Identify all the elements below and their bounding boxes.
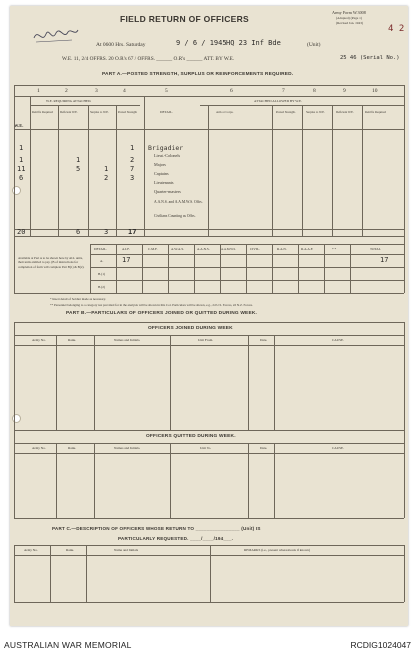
sub-reinforcements-right: Rein'fts Required [365, 110, 386, 114]
partc-col-army-no: Army No. [24, 548, 38, 552]
dist-h-civil: CIVIL. [250, 247, 260, 251]
col1-val-3: 11 [17, 165, 26, 173]
col1-val-2: 1 [19, 156, 24, 164]
archive-name: AUSTRALIAN WAR MEMORIAL [4, 640, 132, 650]
rank-captains: Captains [154, 171, 169, 176]
form-ref-1: Army Form W.3008 [332, 10, 366, 15]
header-line2: W.E. 11, 2/4 OFFRS. 20 O.R's 67 / OFFRS. ______ O.R's ______ ATT. BY W.E. [62, 56, 235, 62]
header-line1-a: At 0600 Hrs. Saturday [96, 42, 146, 48]
joined-col-rank: Rank. [68, 338, 77, 342]
dist-total-value: 17 [380, 256, 389, 264]
sub-posted: Posted Strength [118, 110, 137, 114]
col3-val-1: 1 [76, 156, 81, 164]
group-attached-allowed: ATTACHED ALLOWED BY W.E. [254, 99, 302, 103]
header-line1-b: (Unit) [307, 42, 321, 48]
col-number-4: 4 [123, 88, 126, 94]
quitted-col-date: Date. [260, 446, 268, 450]
dist-h-aans: A.A.N.S. [197, 247, 210, 251]
col-number-2: 2 [65, 88, 68, 94]
dist-h-awas: A.W.A.S. [171, 247, 185, 251]
part-c-heading-2: PARTICULARLY REQUESTED. ____/____/194___. [118, 536, 234, 541]
sub-deficient: Deficient W.E. [60, 110, 78, 114]
quitted-heading: OFFICERS QUITTED DURING WEEK. [146, 434, 236, 439]
total-col3: 3 [104, 228, 109, 236]
rank-aans: A.A.N.S. and A.A.M.W.S. Offrs. [154, 200, 203, 204]
dist-note: Available at Part A to be shown here by ALL units, their units entitled to pay. (B of instructions for completion of form will complete Part B(1) & B(2). [18, 256, 85, 269]
col1-val-1: 1 [19, 144, 24, 152]
we-label: W.E. [14, 123, 24, 128]
quitted-col-cause: CAUSE. [332, 446, 344, 450]
col4b-val-1: 7 [130, 165, 135, 173]
sub-surplus: Surplus to W.E. [90, 110, 109, 114]
quitted-col-army-no: Army No. [32, 446, 46, 450]
detail-header: DETAIL. [160, 110, 173, 114]
dist-h-total: TOTAL [370, 247, 381, 251]
archive-id: RCDIG1024047 [350, 640, 411, 650]
col-number-8: 8 [313, 88, 316, 94]
sub-arm-corps: Arm or Corps. [216, 110, 234, 114]
header-date: 9 / 6 / 1945 [176, 39, 227, 47]
form-ref-3: (Revised Jan. 1943) [336, 21, 364, 25]
footnote-1: * Insert detail of Soldier made as necessary. [50, 297, 106, 301]
partc-col-remarks: REMARKS (i.e., present whereabouts if known) [244, 548, 311, 552]
sub-posted-right: Posted Strength. [276, 110, 296, 114]
dist-h-ran: R.A.N. [277, 247, 287, 251]
total-col2: 6 [76, 228, 81, 236]
group-we-requiring: W.E. REQUIRING ATTACHED. [46, 99, 92, 103]
form-ref-2: (Adapted) (Page 1) [336, 16, 362, 20]
dist-h-cmf: C.M.F. [148, 247, 158, 251]
dist-aif-value: 17 [122, 256, 131, 264]
rank-civilians: Civilians Counting as Offrs. [154, 214, 196, 218]
joined-col-cause: CAUSE. [332, 338, 344, 342]
dist-h-aif: A.I.F. [122, 247, 130, 251]
archive-footer [0, 630, 415, 654]
dist-row-b1: B.(1) [98, 272, 106, 276]
dist-h-detail: DETAIL. [94, 247, 107, 251]
dist-h-raaf: R.A.A.F. [301, 247, 314, 251]
col4-val-3: 1 [104, 165, 109, 173]
joined-col-names: Names and Initials. [114, 338, 141, 342]
joined-heading: OFFICERS JOINED DURING WEEK [148, 326, 233, 331]
col4-val-2: 2 [130, 156, 135, 164]
rank-brigadier: Brigadier [148, 144, 184, 152]
sub-surplus-right: Surplus to W.E. [306, 110, 325, 114]
dist-row-b2: B.(2) [98, 285, 106, 289]
partc-col-rank: Rank. [66, 548, 75, 552]
dist-row-a: A. [100, 259, 104, 263]
total-col4: 17 [128, 228, 137, 236]
quitted-col-rank: Rank. [68, 446, 77, 450]
quitted-col-unit-to: Unit To. [200, 446, 212, 450]
form-sheet [10, 6, 408, 626]
col-number-9: 9 [343, 88, 346, 94]
col-number-10: 10 [372, 88, 378, 94]
part-a-heading: PART A.—POSTED STRENGTH, SURPLUS OR REINFORCEMENTS REQUIRED. [102, 72, 294, 77]
col-number-7: 7 [282, 88, 285, 94]
col3-val-2: 5 [76, 165, 81, 173]
stamp-number: 4 2 [388, 24, 405, 34]
rank-lieut-colonels: Lieut.-Colonels [154, 153, 181, 158]
sub-deficient-right: Deficient W.E. [336, 110, 354, 114]
col1-val-4: 6 [19, 174, 24, 182]
total-col1: 20 [17, 228, 26, 236]
rank-lieutenants: Lieutenants [154, 180, 174, 185]
joined-col-unit-from: Unit From. [198, 338, 214, 342]
col-number-6: 6 [230, 88, 233, 94]
header-serial: 25 46 (Serial No.) [340, 55, 400, 61]
part-c-heading: PART C.—DESCRIPTION OF OFFICERS WHOSE RETURN TO ________________ (Unit) IS [52, 526, 261, 531]
handwritten-signature [32, 24, 80, 46]
rank-quartermasters: Quarter-masters [154, 189, 181, 194]
joined-col-army-no: Army No. [32, 338, 46, 342]
quitted-col-names: Names and Initials. [114, 446, 141, 450]
col-number-1: 1 [37, 88, 40, 94]
form-title: FIELD RETURN OF OFFICERS [120, 14, 250, 24]
col3-val-3: 2 [104, 174, 109, 182]
rank-majors: Majors [154, 162, 166, 167]
partc-col-name: Name and Initials [114, 548, 139, 552]
col4-val-1: 1 [130, 144, 135, 152]
footnote-2: ** Personnel belonging to a category not provided for in the analysis will be shown in this Col. Particulars will be shown, e.g., 2d U.S. Forces, 2d N.Z. Forces. [50, 303, 253, 307]
part-b-heading: PART B.—PARTICULARS OF OFFICERS JOINED OR QUITTED DURING WEEK. [66, 311, 258, 316]
joined-col-date: Date. [260, 338, 268, 342]
dist-h-other: * * [332, 247, 337, 251]
sub-reinforcements: Rein'fts Required [32, 110, 53, 114]
col-number-5: 5 [165, 88, 168, 94]
col4-val-4: 3 [130, 174, 135, 182]
header-unit: HQ 23 Inf Bde [226, 39, 281, 47]
col-number-3: 3 [95, 88, 98, 94]
dist-h-aamws: A.A.M.W.S. [221, 247, 236, 251]
